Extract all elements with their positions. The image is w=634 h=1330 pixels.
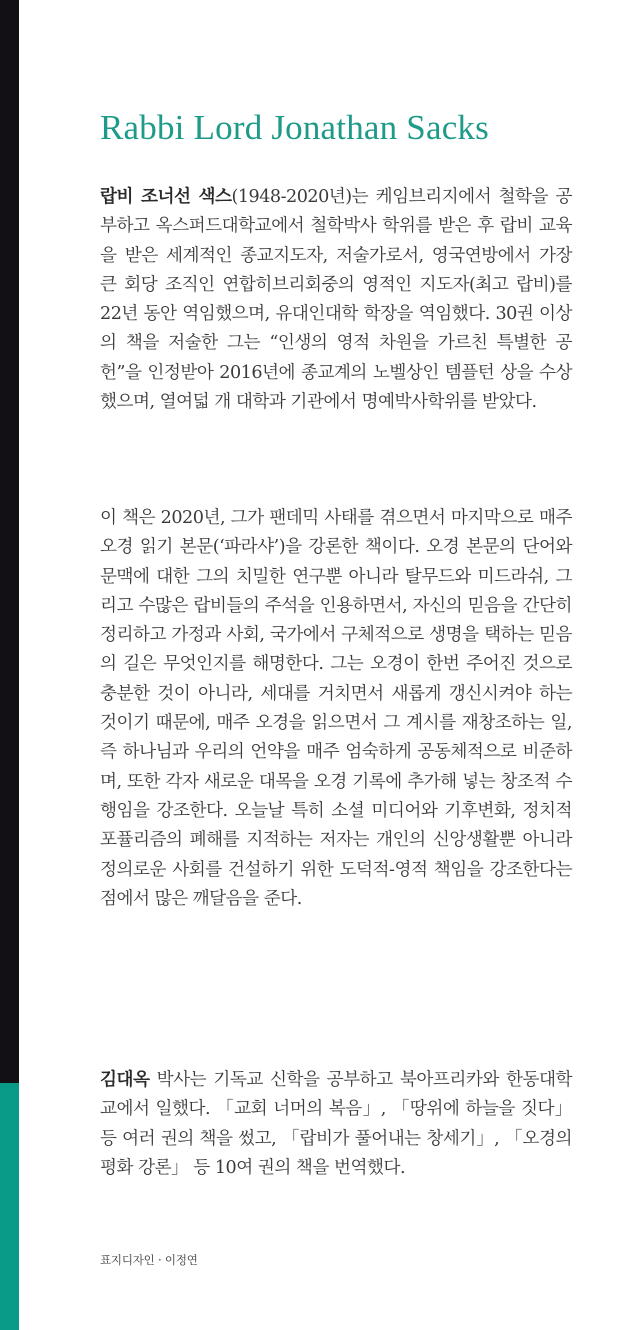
book-intro-text: 이 책은 2020년, 그가 팬데믹 사태를 겪으면서 마지막으로 매주 오경 읽기 본문(‘파라샤’)을 강론한 책이다. 오경 본문의 단어와 문맥에 대한 그의 치밀한 연구뿐 아니라 탈무드와 미드라쉬, 그리고 수많은 랍비들의 주석을 인용하면서, 자신의 믿음을 간단히 정리하고 가정과 사회, 국가에서 구체적으로 생명을 택하는 믿음의 길은 무엇인지를 해명한다. 그는 오경이 한번 주어진 것으로 충분한 것이 아니라, 세대를 거치면서 새롭게 갱신시켜야 하는 것이기 때문에, 매주 오경을 읽으면서 그 계시를 재창조하는 일, 즉 하나님과 우리의 언약을 매주 엄숙하게 공동체적으로 비준하며, 또한 각자 새로운 대목을 오경 기록에 추가해 넣는 창조적 수행임을 강조한다. 오늘날 특히 소셜 미디어와 기후변화, 정치적 포퓰리즘의 폐해를 지적하는 저자는 개인의 신앙생활뿐 아니라 정의로운 사회를 건설하기 위한 도덕적-영적 책임을 강조한다는 점에서 많은 깨달음을 준다. (100, 508, 572, 909)
translator-bio-text: 박사는 기독교 신학을 공부하고 북아프리카와 한동대학교에서 일했다. 「교회 너머의 복음」, 「땅위에 하늘을 짓다」 등 여러 권의 책을 썼고, 「랍비가 풀어내는 창세기」, 「오경의 평화 강론」 등 10여 권의 책을 번역했다. (100, 1070, 572, 1178)
author-name-korean: 랍비 조너선 색스 (100, 186, 232, 207)
translator-bio (100, 1065, 572, 1183)
spine-accent-band (0, 1083, 19, 1330)
author-name-title: Rabbi Lord Jonathan Sacks (100, 108, 489, 147)
author-bio (100, 182, 572, 417)
spine-dark-band (0, 0, 19, 1083)
book-intro (100, 504, 572, 914)
translator-name: 김대옥 (100, 1069, 150, 1090)
cover-design-credit: 표지디자인 · 이정연 (100, 1253, 198, 1267)
author-bio-text: (1948-2020년)는 케임브리지에서 철학을 공부하고 옥스퍼드대학교에서 철학박사 학위를 받은 후 랍비 교육을 받은 세계적인 종교지도자, 저술가로서, 영국연방에서 가장 큰 회당 조직인 연합히브리회중의 영적인 지도자(최고 랍비)를 22년 동안 역임했으며, 유대인대학 학장을 역임했다. 30권 이상의 책을 저술한 그는 “인생의 영적 차원을 가르친 특별한 공헌”을 인정받아 2016년에 종교계의 노벨상인 템플턴 상을 수상했으며, 열여덟 개 대학과 기관에서 명예박사학위를 받았다. (100, 187, 572, 413)
